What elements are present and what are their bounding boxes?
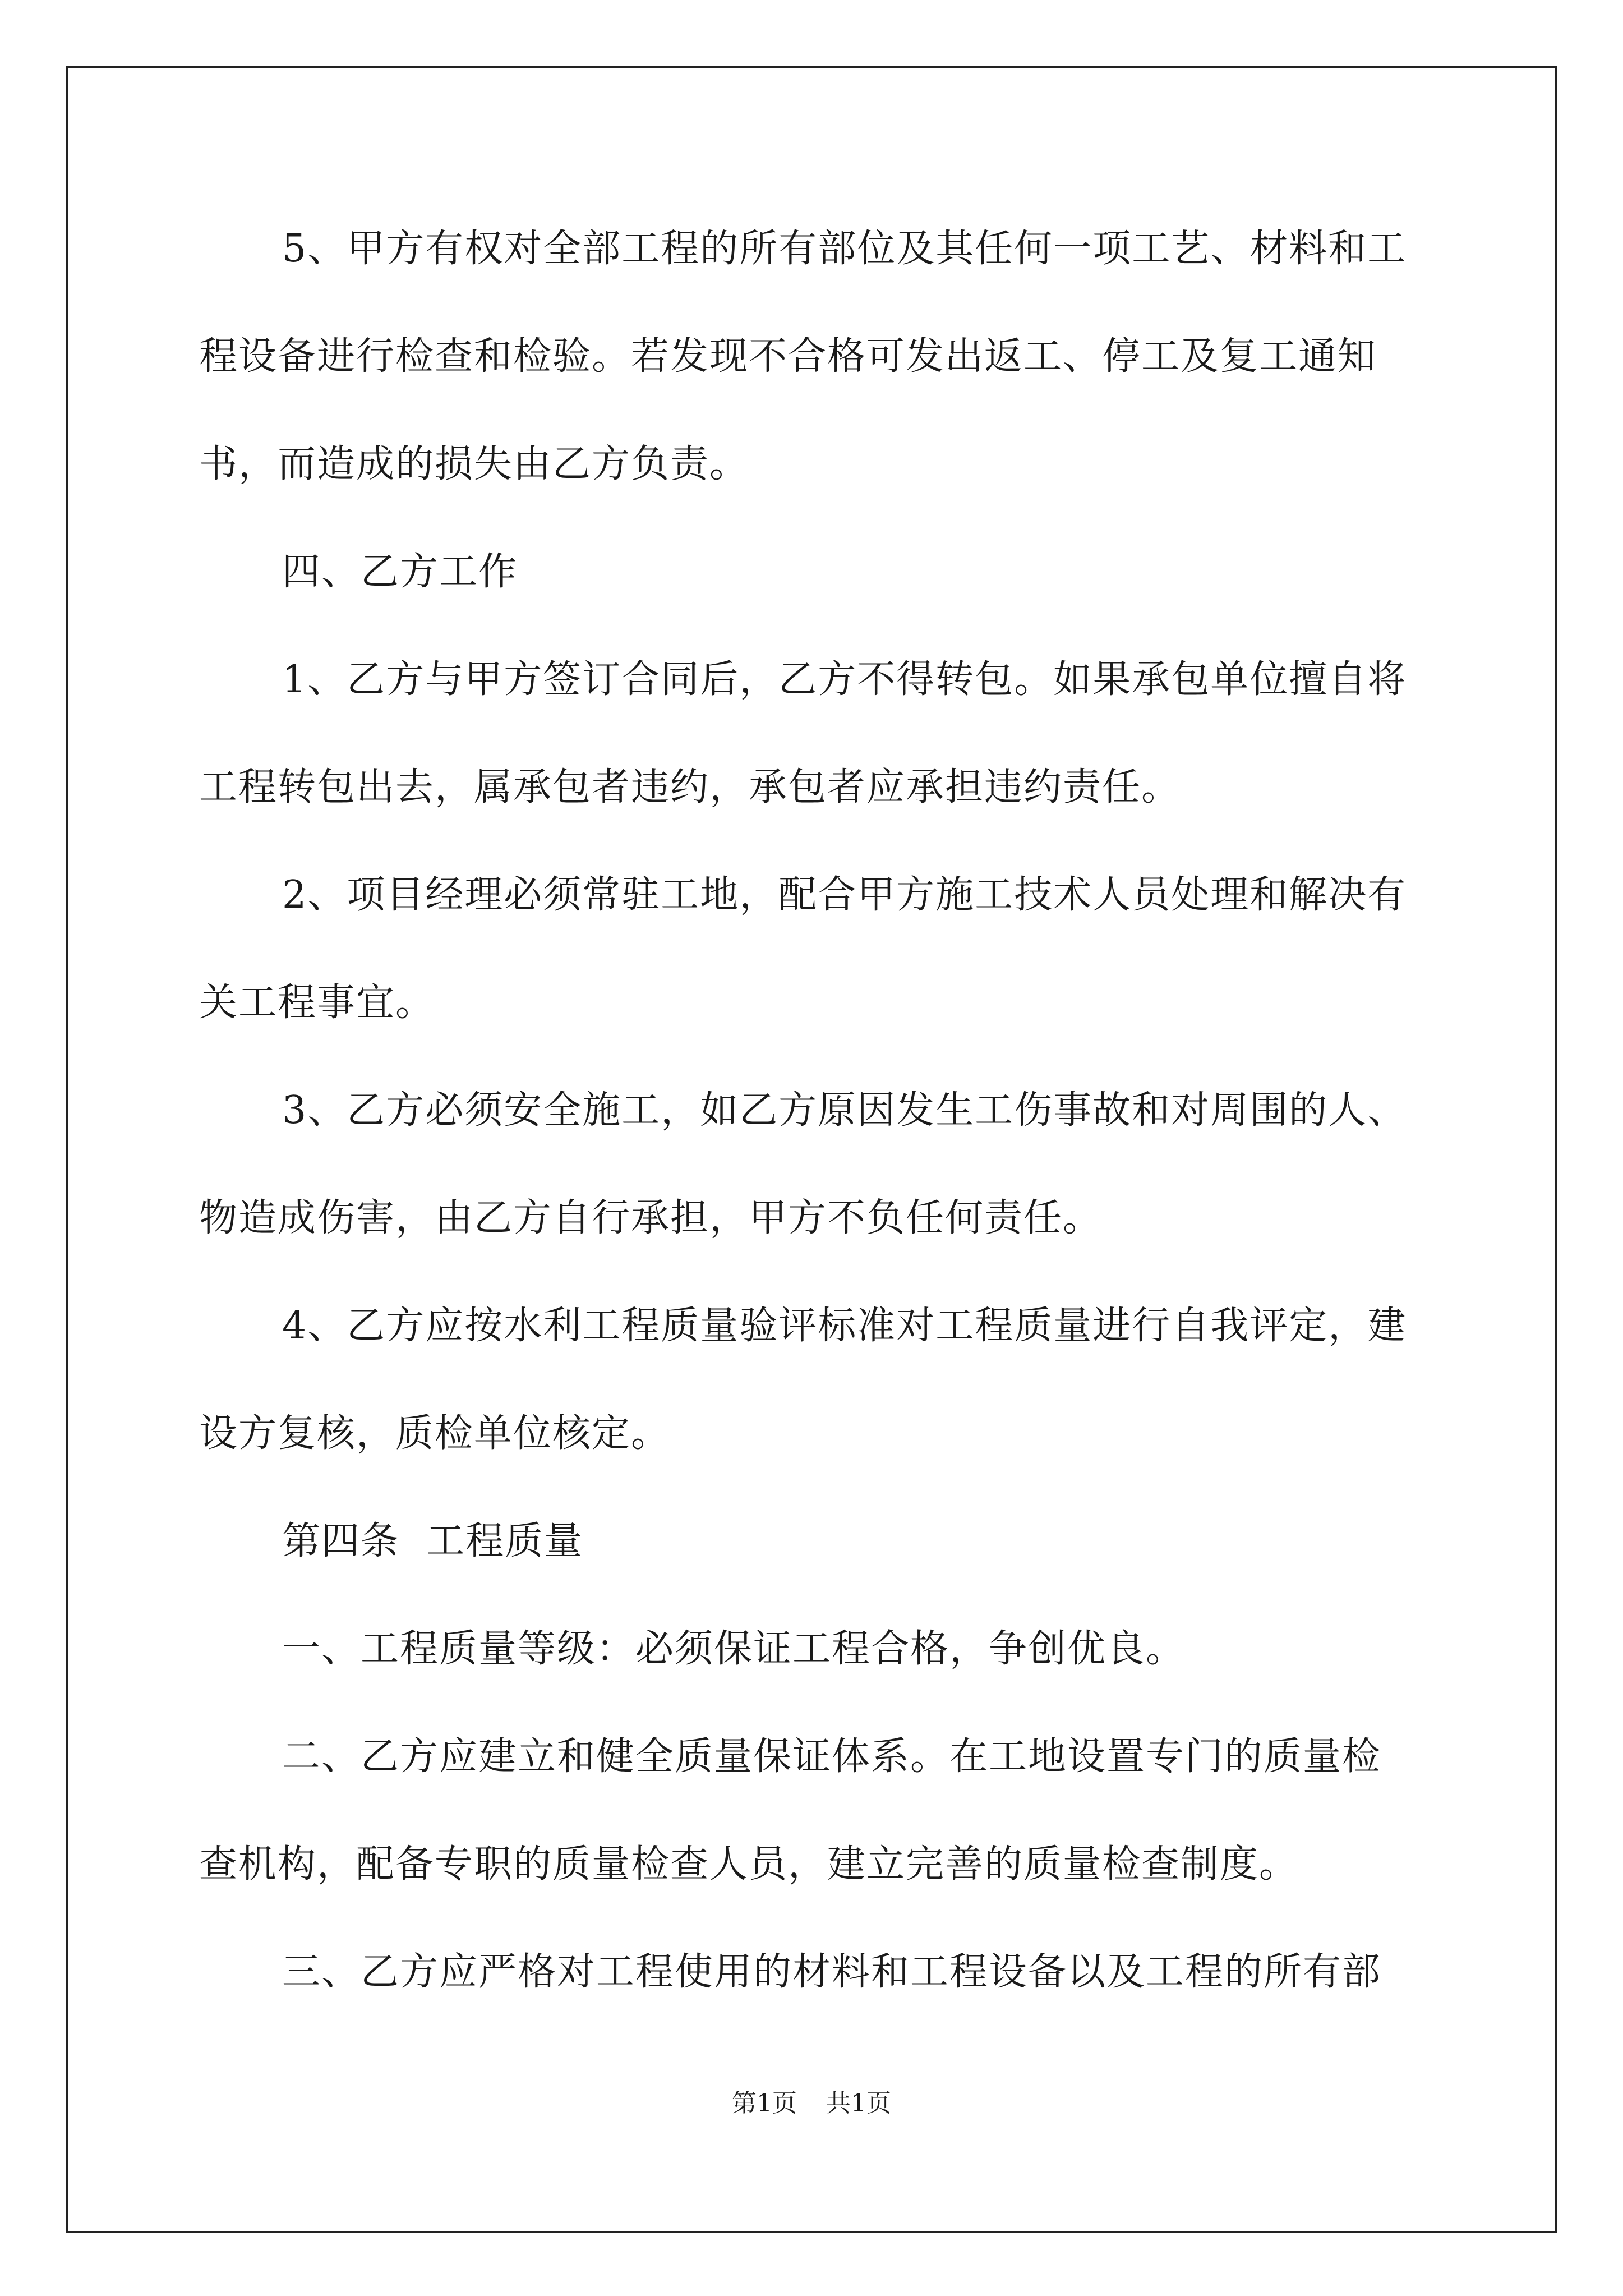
paragraph-line: 4、乙方应按水利工程质量验评标准对工程质量进行自我评定，建 — [282, 1304, 1407, 1348]
paragraph-line: 工程转包出去，属承包者违约，承包者应承担违约责任。 — [199, 765, 1181, 809]
paragraph-line: 一、工程质量等级：必须保证工程合格，争创优良。 — [282, 1627, 1186, 1671]
page-total: 共1页 — [826, 2089, 891, 2118]
paragraph-line: 2、项目经理必须常驻工地，配合甲方施工技术人员处理和解决有 — [282, 873, 1407, 917]
paragraph-line: 5、甲方有权对全部工程的所有部位及其任何一项工艺、材料和工 — [282, 227, 1407, 271]
paragraph-line: 3、乙方必须安全施工，如乙方原因发生工伤事故和对周围的人、 — [282, 1088, 1407, 1133]
paragraph-line: 查机构，配备专职的质量检查人员，建立完善的质量检查制度。 — [199, 1842, 1299, 1887]
paragraph-line: 设方复核，质检单位核定。 — [199, 1411, 671, 1456]
paragraph-line: 关工程事宜。 — [199, 981, 435, 1025]
article-heading: 第四条 工程质量 — [282, 1519, 584, 1563]
page-number: 第1页 — [732, 2089, 797, 2118]
paragraph-line: 二、乙方应建立和健全质量保证体系。在工地设置专门的质量检 — [282, 1734, 1382, 1779]
paragraph-line: 物造成伤害，由乙方自行承担，甲方不负任何责任。 — [199, 1196, 1103, 1240]
paragraph-line: 程设备进行检查和检验。若发现不合格可发出返工、停工及复工通知 — [199, 334, 1377, 379]
paragraph-line: 三、乙方应严格对工程使用的材料和工程设备以及工程的所有部 — [282, 1950, 1382, 1994]
page-footer — [0, 2083, 1623, 2119]
paragraph-line: 1、乙方与甲方签订合同后，乙方不得转包。如果承包单位擅自将 — [282, 657, 1407, 702]
page-border — [66, 66, 1557, 2233]
paragraph-line: 书，而造成的损失由乙方负责。 — [199, 442, 749, 486]
section-heading: 四、乙方工作 — [282, 550, 518, 594]
